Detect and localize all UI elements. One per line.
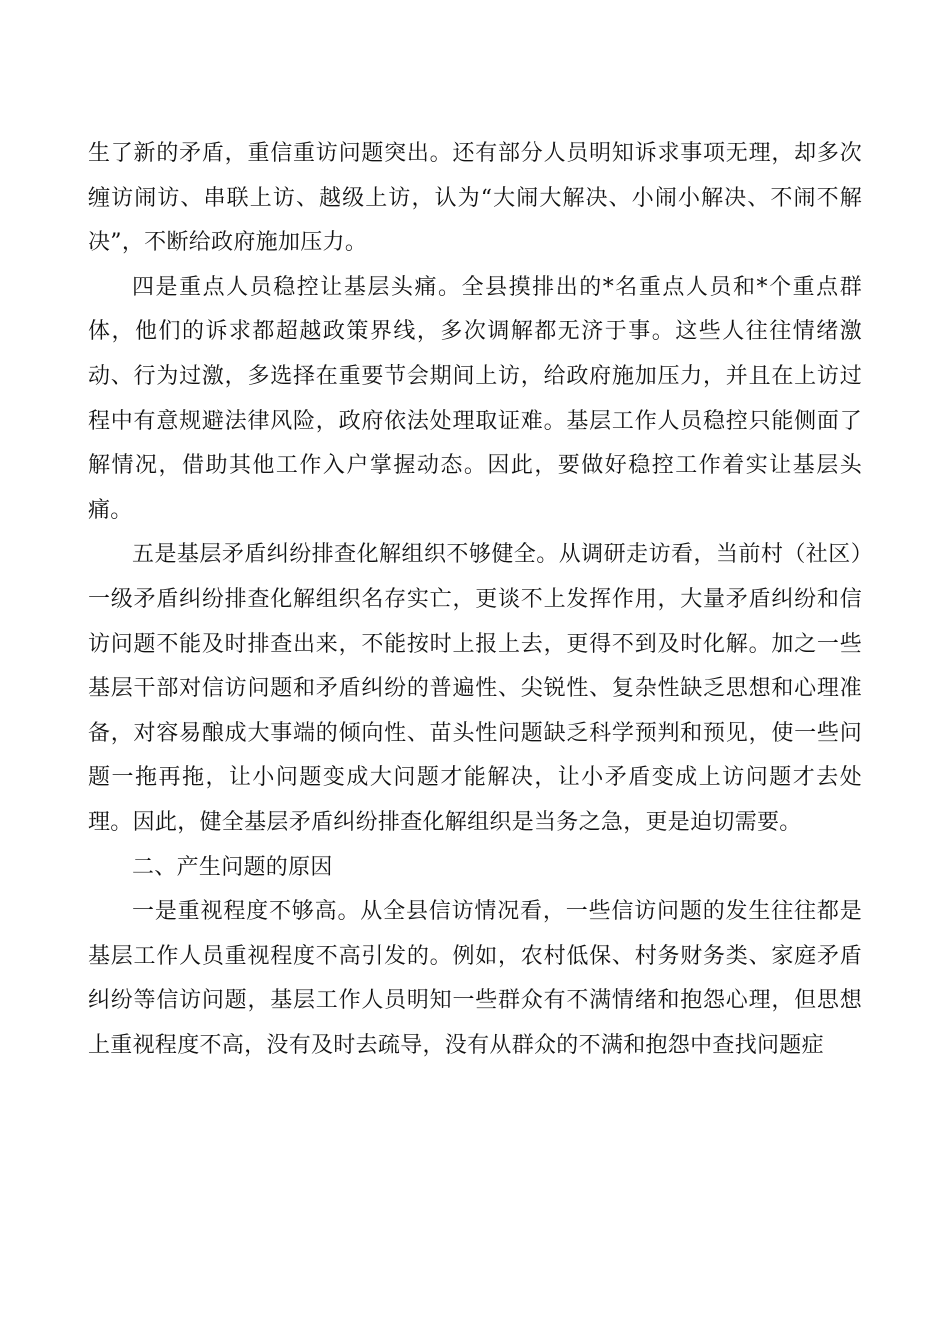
paragraph-continuation: 生了新的矛盾，重信重访问题突出。还有部分人员明知诉求事项无理，却多次缠访闹访、串联上访、越级上访，认为“大闹大解决、小闹小解决、不闹不解决”，不断给政府施加压力。 <box>88 141 862 256</box>
paragraph-low-attention: 一是重视程度不够高。从全县信访情况看，一些信访问题的发生往往都是基层工作人员重视程度不高引发的。例如，农村低保、村务财务类、家庭矛盾纠纷等信访问题，基层工作人员明知一些群众有不满情绪和抱怨心理，但思想上重视程度不高，没有及时去疏导，没有从群众的不满和抱怨中查找问题症 <box>88 899 862 1058</box>
paragraph-grassroots-organization: 五是基层矛盾纠纷排查化解组织不够健全。从调研走访看，当前村（社区）一级矛盾纠纷排查化解组织名存实亡，更谈不上发挥作用，大量矛盾纠纷和信访问题不能及时排查出来，不能按时上报上去，更得不到及时化解。加之一些基层干部对信访问题和矛盾纠纷的普遍性、尖锐性、复杂性缺乏思想和心理准备，对容易酿成大事端的倾向性、苗头性问题缺乏科学预判和预见，使一些问题一拖再拖，让小问题变成大问题才能解决，让小矛盾变成上访问题才去处理。因此，健全基层矛盾纠纷排查化解组织是当务之急，更是迫切需要。 <box>88 542 862 835</box>
document-page <box>88 132 862 1068</box>
paragraph-key-personnel-stability: 四是重点人员稳控让基层头痛。全县摸排出的*名重点人员和*个重点群体，他们的诉求都超越政策界线，多次调解都无济于事。这些人往往情绪激动、行为过激，多选择在重要节会期间上访，给政府施加压力，并且在上访过程中有意规避法律风险，政府依法处理取证难。基层工作人员稳控只能侧面了解情况，借助其他工作入户掌握动态。因此，要做好稳控工作着实让基层头痛。 <box>88 274 862 523</box>
section-heading-causes: 二、产生问题的原因 <box>132 854 333 880</box>
